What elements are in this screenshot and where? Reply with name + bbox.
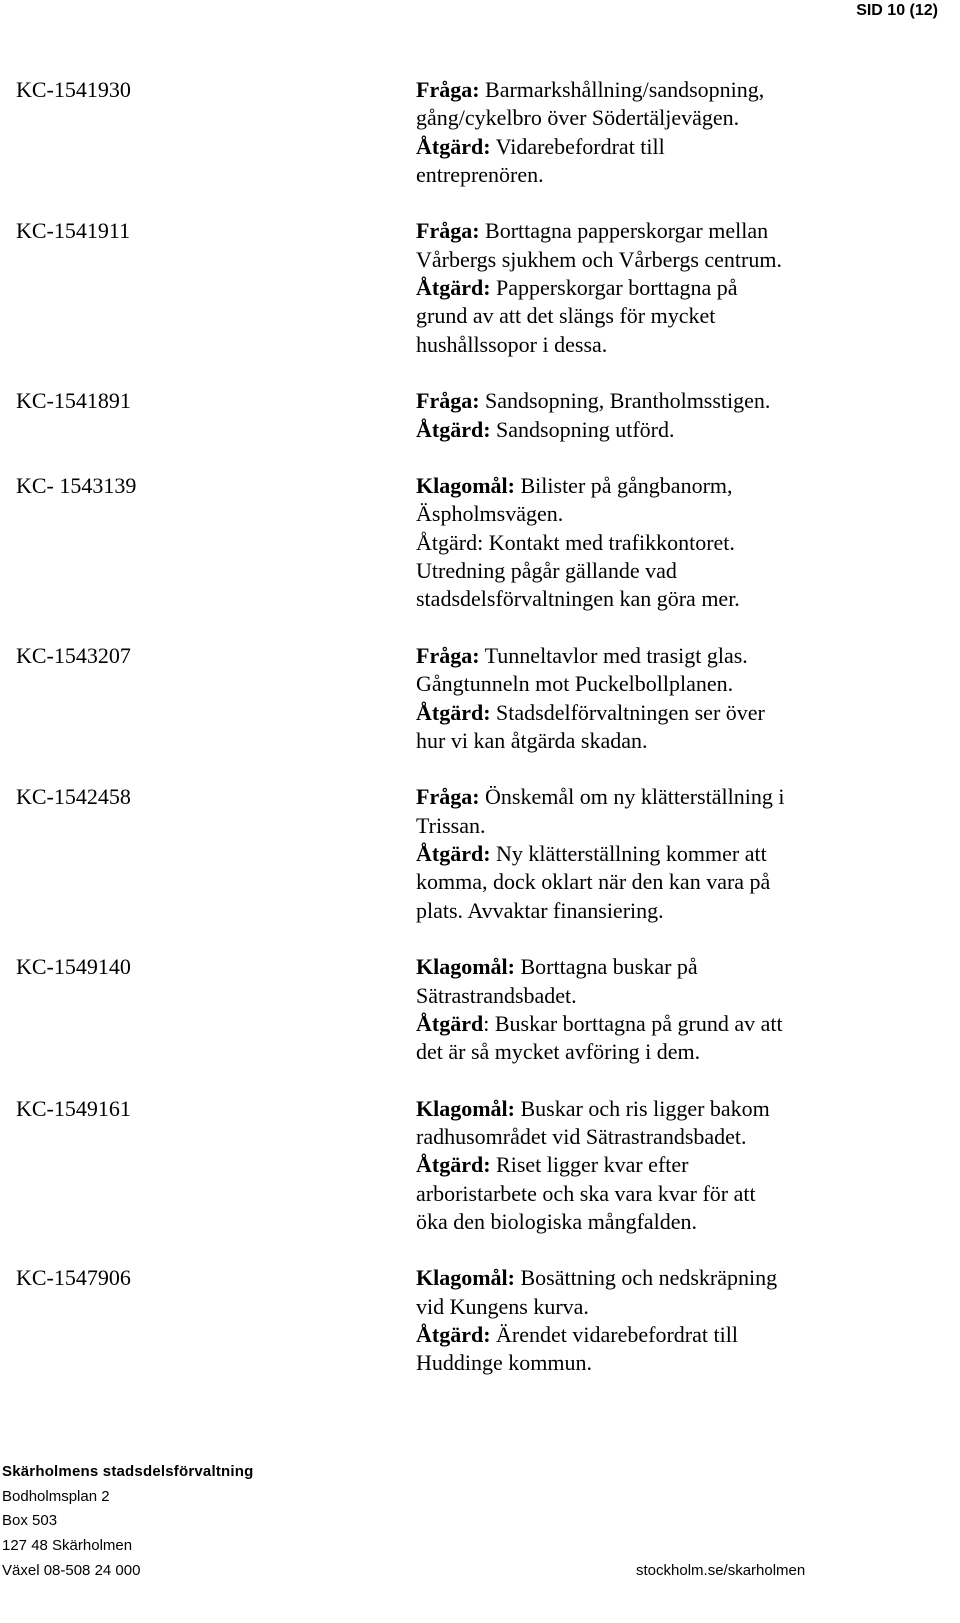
case-id: KC-1549140 — [16, 954, 131, 980]
case-description — [416, 472, 876, 613]
case-entry — [0, 387, 960, 444]
field-label: Klagomål: — [416, 1095, 515, 1121]
description-line — [416, 812, 876, 840]
case-description — [416, 217, 876, 358]
description-line — [416, 1151, 876, 1179]
case-id: KC-1549161 — [16, 1095, 131, 1121]
description-line — [416, 161, 876, 189]
description-line — [416, 953, 876, 981]
field-text: Borttagna papperskorgar mellan — [479, 218, 769, 244]
field-text: vid Kungens kurva. — [416, 1293, 589, 1319]
description-line — [416, 1180, 876, 1208]
field-text: Ärendet vidarebefordrat till — [490, 1322, 738, 1348]
field-label: Klagomål: — [416, 1265, 515, 1291]
description-line — [416, 76, 876, 104]
case-entry — [0, 783, 960, 924]
field-text: Åtgärd: Kontakt med trafikkontoret. — [416, 529, 735, 555]
field-text: radhusområdet vid Sätrastrandsbadet. — [416, 1123, 747, 1149]
field-text: entreprenören. — [416, 161, 544, 187]
description-line — [416, 982, 876, 1010]
case-description — [416, 76, 876, 189]
footer-postal: 127 48 Skärholmen — [2, 1537, 133, 1555]
case-id: KC-1541911 — [16, 218, 131, 244]
field-label: Åtgärd: — [416, 841, 491, 867]
case-id: KC- 1543139 — [16, 473, 137, 499]
footer — [0, 1460, 960, 1584]
field-text: hur vi kan åtgärda skadan. — [416, 727, 648, 753]
field-text: Äspholmsvägen. — [416, 501, 564, 527]
field-label: Åtgärd: — [416, 133, 491, 159]
description-line — [416, 274, 876, 302]
field-text: komma, dock oklart när den kan vara på — [416, 869, 771, 895]
field-text: plats. Avvaktar finansiering. — [416, 897, 664, 923]
footer-phone: Växel 08-508 24 000 — [2, 1561, 141, 1579]
field-label: Fråga: — [416, 642, 480, 668]
description-line — [416, 727, 876, 755]
field-text: Önskemål om ny klätterställning i — [479, 784, 785, 810]
case-id: KC-1547906 — [16, 1265, 131, 1291]
description-line — [416, 670, 876, 698]
field-label: Åtgärd: — [416, 699, 491, 725]
field-text: Tunneltavlor med trasigt glas. — [479, 642, 748, 668]
field-label: Åtgärd — [416, 1010, 484, 1036]
footer-box: Box 503 — [2, 1512, 58, 1530]
case-entry — [0, 472, 960, 613]
case-id: KC-1542458 — [16, 784, 131, 810]
field-text: Riset ligger kvar efter — [490, 1152, 689, 1178]
description-line — [416, 783, 876, 811]
description-line — [416, 472, 876, 500]
field-text: det är så mycket avföring i dem. — [416, 1039, 701, 1065]
field-text: öka den biologiska mångfalden. — [416, 1208, 698, 1234]
case-entry — [0, 1095, 960, 1236]
description-line — [416, 133, 876, 161]
field-text: grund av att det slängs för mycket — [416, 303, 716, 329]
case-list — [0, 76, 960, 1378]
description-line — [416, 1208, 876, 1236]
description-line — [416, 104, 876, 132]
case-entry — [0, 642, 960, 755]
case-description — [416, 642, 876, 755]
page-number: SID 10 (12) — [856, 2, 938, 19]
description-line — [416, 699, 876, 727]
case-entry — [0, 953, 960, 1066]
description-line — [416, 1010, 876, 1038]
field-text: Vårbergs sjukhem och Vårbergs centrum. — [416, 246, 782, 272]
field-text: Bosättning och nedskräpning — [515, 1265, 778, 1291]
description-line — [416, 1349, 876, 1377]
description-line — [416, 1123, 876, 1151]
field-label: Åtgärd: — [416, 1152, 491, 1178]
field-text: Huddinge kommun. — [416, 1350, 592, 1376]
description-line — [416, 331, 876, 359]
description-line — [416, 500, 876, 528]
description-line — [416, 1095, 876, 1123]
field-text: Utredning pågår gällande vad — [416, 558, 677, 584]
field-text: Sandsopning utförd. — [490, 416, 675, 442]
field-text: Sätrastrandsbadet. — [416, 982, 577, 1008]
case-entry — [0, 1264, 960, 1377]
field-text: Sandsopning, Brantholmsstigen. — [479, 388, 771, 414]
footer-org-name: Skärholmens stadsdelsförvaltning — [2, 1463, 254, 1480]
case-description — [416, 953, 876, 1066]
field-text: Borttagna buskar på — [515, 954, 698, 980]
case-description — [416, 1095, 876, 1236]
footer-url[interactable]: stockholm.se/skarholmen — [636, 1561, 806, 1579]
footer-street: Bodholmsplan 2 — [2, 1487, 110, 1505]
field-text: arboristarbete och ska vara kvar för att — [416, 1180, 756, 1206]
description-line — [416, 897, 876, 925]
description-line — [416, 387, 876, 415]
field-text: Barmarkshållning/sandsopning, — [479, 77, 765, 102]
description-line — [416, 1038, 876, 1066]
description-line — [416, 246, 876, 274]
field-text: Buskar och ris ligger bakom — [515, 1095, 770, 1121]
field-text: gång/cykelbro över Södertäljevägen. — [416, 105, 740, 131]
field-label: Fråga: — [416, 77, 480, 102]
field-text: : Buskar borttagna på grund av att — [483, 1010, 783, 1036]
field-label: Åtgärd: — [416, 1322, 491, 1348]
case-id: KC-1543207 — [16, 642, 131, 668]
field-text: Bilister på gångbanorm, — [515, 473, 733, 499]
field-label: Klagomål: — [416, 954, 515, 980]
field-text: Stadsdelförvaltningen ser över — [490, 699, 765, 725]
description-line — [416, 557, 876, 585]
field-text: Ny klätterställning kommer att — [490, 841, 767, 867]
description-line — [416, 868, 876, 896]
description-line — [416, 416, 876, 444]
case-id: KC-1541930 — [16, 77, 131, 102]
field-text: Gångtunneln mot Puckelbollplanen. — [416, 671, 734, 697]
field-text: Papperskorgar borttagna på — [490, 275, 738, 301]
description-line — [416, 302, 876, 330]
field-label: Åtgärd: — [416, 275, 491, 301]
field-text: Vidarebefordrat till — [490, 133, 665, 159]
description-line — [416, 217, 876, 245]
case-entry — [0, 76, 960, 189]
description-line — [416, 1321, 876, 1349]
case-description — [416, 783, 876, 924]
field-text: hushållssopor i dessa. — [416, 331, 608, 357]
description-line — [416, 529, 876, 557]
field-text: stadsdelsförvaltningen kan göra mer. — [416, 586, 740, 612]
field-label: Klagomål: — [416, 473, 515, 499]
description-line — [416, 642, 876, 670]
field-label: Åtgärd: — [416, 416, 491, 442]
case-entry — [0, 217, 960, 358]
description-line — [416, 1264, 876, 1292]
field-label: Fråga: — [416, 784, 480, 810]
case-description — [416, 1264, 876, 1377]
description-line — [416, 840, 876, 868]
description-line — [416, 585, 876, 613]
field-text: Trissan. — [416, 812, 486, 838]
description-line — [416, 1293, 876, 1321]
field-label: Fråga: — [416, 218, 480, 244]
case-description — [416, 387, 876, 444]
field-label: Fråga: — [416, 388, 480, 414]
case-id: KC-1541891 — [16, 388, 131, 414]
